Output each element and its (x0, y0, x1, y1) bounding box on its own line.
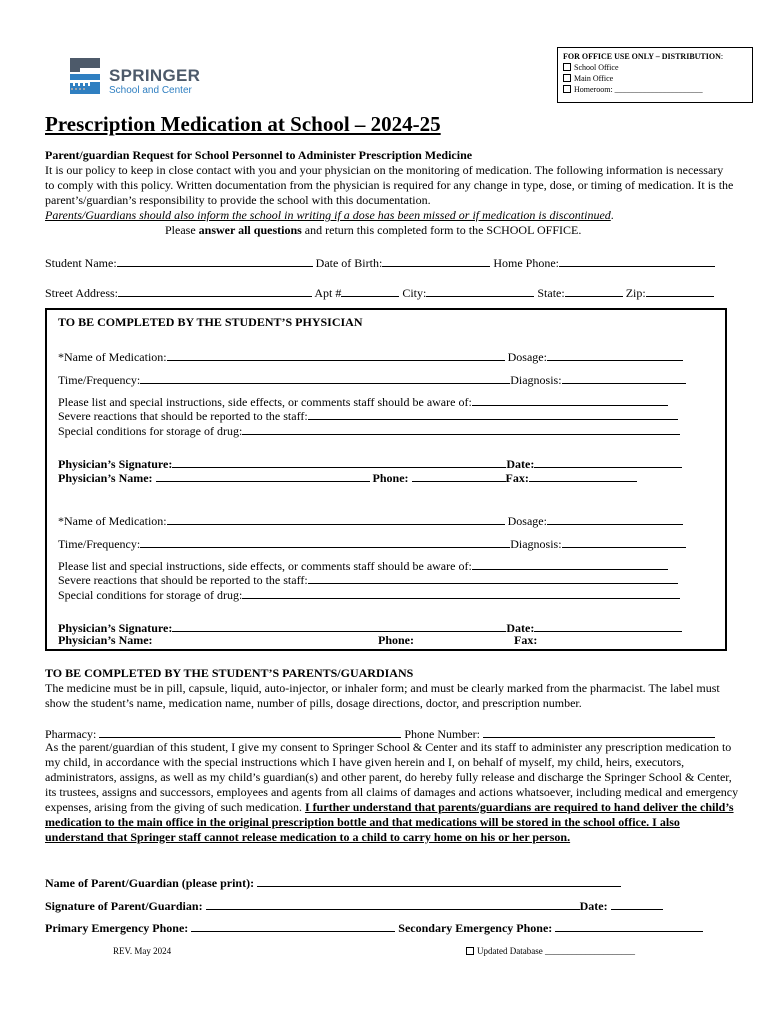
student-row-1 (45, 254, 715, 270)
med1-date-field[interactable] (534, 455, 682, 468)
special-instructions-label: Please list and special instructions, side effects, or comments staff should be aware of: (58, 395, 472, 409)
parent-heading: TO BE COMPLETED BY THE STUDENT’S PARENTS/GUARDIANS (45, 666, 414, 680)
intro-note: Parents/Guardians should also inform the school in writing if a dose has been missed or if medication is discontinued. (45, 208, 614, 222)
dob-field[interactable] (382, 254, 490, 267)
med2-diagnosis-field[interactable] (562, 535, 686, 548)
student-name-label: Student Name: (45, 256, 117, 270)
home-phone-field[interactable] (559, 254, 715, 267)
logo-subtitle: School and Center (109, 85, 192, 96)
med1-physician-name-field[interactable] (156, 469, 370, 482)
parent-name-row (45, 874, 621, 890)
home-phone-label: Home Phone: (490, 256, 559, 270)
student-name-field[interactable] (117, 254, 313, 267)
med1-fax-field[interactable] (529, 469, 637, 482)
parent-signature-label: Signature of Parent/Guardian: (45, 899, 203, 913)
office-option-homeroom[interactable]: Homeroom: ______________________ (563, 84, 752, 95)
zip-label: Zip: (622, 286, 646, 300)
med1-storage-field[interactable] (242, 422, 680, 435)
springer-logo-icon (66, 56, 104, 96)
med2-name-row (58, 512, 683, 528)
dosage-label: Dosage: (504, 514, 547, 528)
med1-physname-row (58, 469, 637, 485)
physician-name-label: Physician’s Name: (58, 633, 153, 647)
med1-diagnosis-field[interactable] (562, 371, 686, 384)
city-label: City: (399, 286, 427, 300)
updated-database[interactable]: Updated Database ____________________ (466, 946, 635, 956)
med2-time-field[interactable] (140, 535, 510, 548)
apt-label: Apt # (312, 286, 342, 300)
parent-signature-field[interactable] (206, 897, 580, 910)
fax-label: Fax: (505, 471, 529, 485)
med1-phone-field[interactable] (412, 469, 506, 482)
city-field[interactable] (426, 284, 534, 297)
diagnosis-label: Diagnosis: (510, 537, 562, 551)
med2-special-field[interactable] (472, 557, 668, 570)
med2-severe-row (58, 571, 678, 587)
dob-label: Date of Birth: (312, 256, 383, 270)
med2-date-field[interactable] (534, 619, 682, 632)
street-label: Street Address: (45, 286, 118, 300)
med2-storage-row (58, 586, 680, 602)
storage-label: Special conditions for storage of drug: (58, 588, 243, 602)
med1-name-field[interactable] (167, 348, 505, 361)
state-label: State: (534, 286, 565, 300)
med-name-label: *Name of Medication: (58, 350, 167, 364)
zip-field[interactable] (646, 284, 714, 297)
intro-instructions: Please answer all questions and return this completed form to the SCHOOL OFFICE. (165, 223, 582, 237)
severe-reactions-label: Severe reactions that should be reported to the staff: (58, 573, 308, 587)
office-use-heading: FOR OFFICE USE ONLY – DISTRIBUTION: (563, 52, 724, 61)
med1-severe-row (58, 407, 678, 423)
physician-signature-label: Physician’s Signature: (58, 621, 173, 635)
state-field[interactable] (565, 284, 623, 297)
med1-signature-field[interactable] (172, 455, 506, 468)
primary-phone-field[interactable] (191, 919, 395, 932)
secondary-phone-label: Secondary Emergency Phone: (395, 921, 553, 935)
med1-dosage-field[interactable] (547, 348, 683, 361)
med2-severe-field[interactable] (308, 571, 678, 584)
date-label: Date: (506, 457, 535, 471)
student-row-2 (45, 284, 714, 300)
office-use-box (557, 47, 753, 103)
primary-phone-label: Primary Emergency Phone: (45, 921, 189, 935)
phone-number-label: Phone Number: (404, 727, 480, 741)
time-frequency-label: Time/Frequency: (58, 537, 141, 551)
med1-name-row (58, 348, 683, 364)
med2-storage-field[interactable] (242, 586, 680, 599)
med2-name-field[interactable] (167, 512, 505, 525)
pharmacy-field[interactable] (99, 725, 401, 738)
intro-paragraph: It is our policy to keep in close contact with you and your physician on the monitoring of medication. The following information is necessary to comply with this policy. Written documentation from the physician is required for any change in type, dose, or timing of medication. It is the parent’s/guardian’s responsibility to provide the school with this documentation. (45, 163, 734, 207)
checkbox-icon[interactable] (563, 74, 571, 82)
street-field[interactable] (118, 284, 312, 297)
physician-heading: TO BE COMPLETED BY THE STUDENT’S PHYSICIAN (58, 315, 363, 329)
secondary-phone-field[interactable] (555, 919, 703, 932)
emergency-phone-row (45, 919, 703, 935)
dosage-label: Dosage: (504, 350, 547, 364)
pharmacy-label: Pharmacy: (45, 727, 97, 741)
parent-date-field[interactable] (611, 897, 663, 910)
med-name-label: *Name of Medication: (58, 514, 167, 528)
med1-time-row (58, 371, 686, 387)
apt-field[interactable] (341, 284, 399, 297)
med1-time-field[interactable] (140, 371, 510, 384)
diagnosis-label: Diagnosis: (510, 373, 562, 387)
med2-physname-row (58, 633, 538, 647)
phone-label: Phone: (372, 471, 409, 485)
time-frequency-label: Time/Frequency: (58, 373, 141, 387)
parent-signature-row (45, 897, 663, 913)
parent-date-label: Date: (579, 899, 608, 913)
parent-name-field[interactable] (257, 874, 621, 887)
physician-signature-label: Physician’s Signature: (58, 457, 173, 471)
parent-name-label: Name of Parent/Guardian (please print): (45, 876, 255, 890)
physician-name-label: Physician’s Name: (58, 471, 153, 485)
consent-paragraph: As the parent/guardian of this student, I give my consent to Springer School & Center and its staff to administer any prescription medication to my child, in accordance with the special instructions which I have given herein and I, on behalf of myself, my child, heirs, executors, administrators, assigns, as well as my child’s guardian(s) and other parent, do hereby fully release and discharge the Springer School & Center, its trustees, assigns and successors, employees and agents from all claims of damages and actions whatsoever, including medical and emergency expenses, arising from the giving of such medication. I further understand that parents/guardians are required to hand deliver the child’s medication to the main office in the original prescription bottle and that medications will be stored in the school office. I also understand that Springer staff cannot release medication to a child to carry home on his or her person. (45, 740, 739, 844)
pharmacy-phone-field[interactable] (483, 725, 715, 738)
checkbox-icon[interactable] (563, 85, 571, 93)
med1-special-field[interactable] (472, 393, 668, 406)
special-instructions-label: Please list and special instructions, side effects, or comments staff should be aware of: (58, 559, 472, 573)
parent-requirements: The medicine must be in pill, capsule, liquid, auto-injector, or inhaler form; and must be clearly marked from the pharmacist. The label must show the student’s name, medication name, number of pills, dosage directions, doctor, and prescription number. (45, 681, 720, 710)
storage-label: Special conditions for storage of drug: (58, 424, 243, 438)
checkbox-icon[interactable] (563, 63, 571, 71)
med1-storage-row (58, 422, 680, 438)
checkbox-icon[interactable] (466, 947, 474, 955)
pharmacy-row (45, 725, 715, 741)
office-option-school-office[interactable]: School Office (563, 62, 752, 73)
fax-label: Fax: (514, 633, 538, 647)
med1-severe-field[interactable] (308, 407, 678, 420)
intro-section (45, 148, 735, 238)
med2-signature-field[interactable] (172, 619, 506, 632)
page-title: Prescription Medication at School – 2024-25 (45, 112, 441, 136)
med2-dosage-field[interactable] (547, 512, 683, 525)
office-option-main-office[interactable]: Main Office (563, 73, 752, 84)
consent-emphasis: I further understand that parents/guardians are required to hand deliver the child’s medication to the main office in the original prescription bottle and that medications will be stored in the school office. I also understand that Springer staff cannot release medication to a child to carry home on his or her person. (45, 800, 734, 844)
logo-name: SPRINGER (109, 66, 201, 85)
med2-time-row (58, 535, 686, 551)
date-label: Date: (506, 621, 535, 635)
phone-label: Phone: (378, 633, 414, 647)
intro-heading: Parent/guardian Request for School Personnel to Administer Prescription Medicine (45, 148, 473, 162)
revision-note: REV. May 2024 (113, 946, 172, 956)
springer-logo (66, 56, 216, 100)
severe-reactions-label: Severe reactions that should be reported to the staff: (58, 409, 308, 423)
